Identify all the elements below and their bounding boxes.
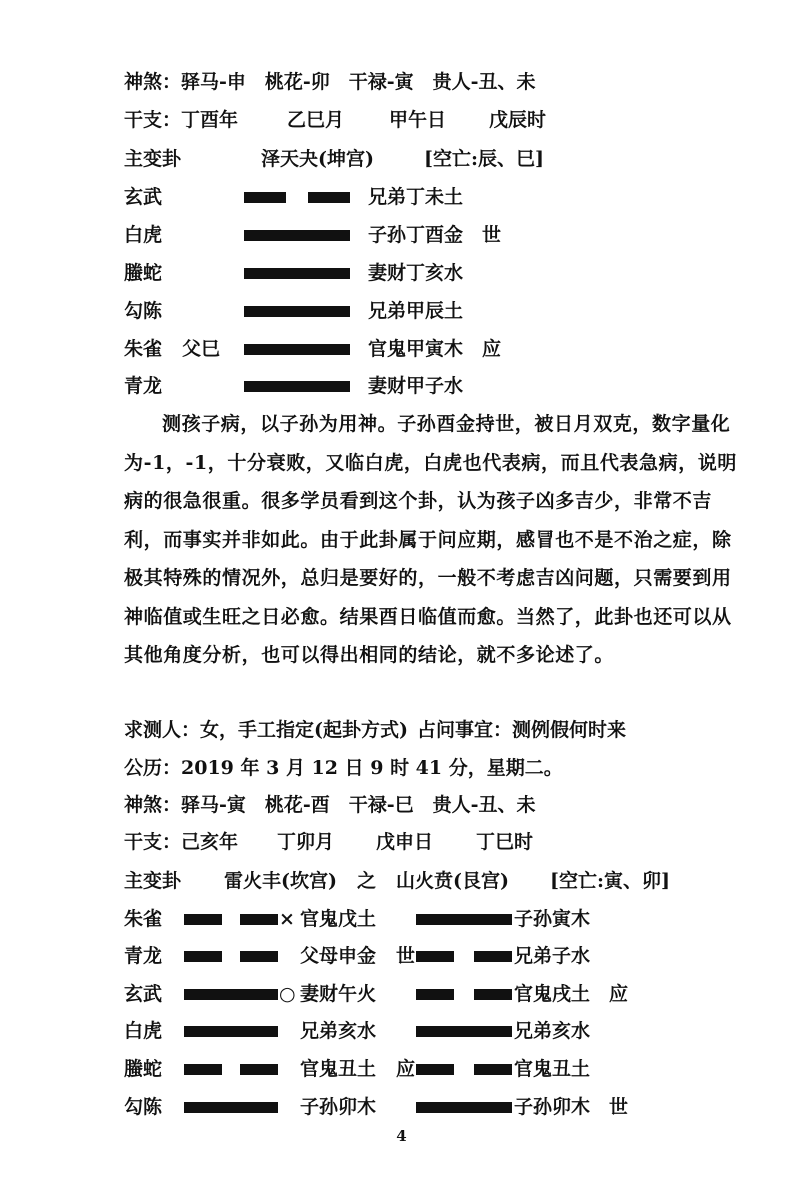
page-number: 4: [396, 1127, 407, 1145]
hexagram-line: [124, 182, 724, 212]
changed-yao-text: 官鬼戌土 应: [514, 983, 629, 1005]
case1-ganzhi-hour: 戊辰时: [489, 109, 547, 131]
main-yang-bar: [184, 1102, 278, 1113]
yao-text: 官鬼戊土: [300, 908, 377, 930]
hexagram-line: [124, 979, 724, 1009]
yao-text: 父母申金: [300, 945, 377, 967]
changed-yao-text: 子孙卯木 世: [514, 1096, 629, 1118]
changed-yao-text: 子孙寅木: [514, 908, 591, 930]
case2-gua-change: 山火贲(艮宫): [396, 870, 509, 892]
six-god-label: 勾陈: [124, 300, 163, 322]
main-yang-bar: [244, 306, 350, 317]
main-yin-bar: [240, 1064, 278, 1075]
six-god-label: 朱雀: [124, 338, 163, 360]
changed-yin-bar: [474, 989, 512, 1000]
changed-yao-text: 兄弟子水: [514, 945, 591, 967]
changed-yin-bar: [416, 989, 454, 1000]
six-god-label: 白虎: [124, 224, 163, 246]
case1-gua-label: 主变卦: [124, 148, 182, 170]
case2-gua-label: 主变卦: [124, 870, 182, 892]
main-yang-bar: [184, 1026, 278, 1037]
main-yin-bar: [240, 914, 278, 925]
case1-analysis: [124, 405, 738, 675]
hexagram-line: [124, 220, 724, 250]
changed-yin-bar: [416, 1064, 454, 1075]
case2-zhi: 之: [357, 870, 377, 892]
main-yang-bar: [184, 989, 278, 1000]
hexagram-line: [124, 1054, 724, 1084]
main-yin-bar: [244, 192, 286, 203]
yao-text: 子孙丁酉金 世: [368, 224, 502, 246]
main-yang-bar: [244, 381, 350, 392]
hexagram-line: [124, 371, 724, 401]
shi-ying-mark: 应: [396, 1058, 416, 1080]
hexagram-line: [124, 334, 724, 364]
six-god-label: 玄武: [124, 186, 163, 208]
main-yang-bar: [244, 344, 350, 355]
hexagram-line: [124, 258, 724, 288]
case2-ganzhi: [124, 827, 724, 857]
changed-yin-bar: [474, 951, 512, 962]
main-yin-bar: [184, 951, 222, 962]
changed-yao-text: 官鬼丑土: [514, 1058, 591, 1080]
case2-ganzhi-day: 戊申日: [376, 831, 434, 853]
case2-ganzhi-year: 干支：己亥年: [124, 831, 239, 853]
six-god-label: 螣蛇: [124, 1058, 163, 1080]
six-god-label: 白虎: [124, 1020, 163, 1042]
case1-ganzhi-day: 甲午日: [389, 109, 447, 131]
main-yin-bar: [184, 914, 222, 925]
changed-yang-bar: [416, 1026, 512, 1037]
main-yin-bar: [240, 951, 278, 962]
moving-line-mark: ○: [279, 983, 296, 1005]
hexagram-line: [124, 904, 724, 934]
yao-text: 官鬼甲寅木 应: [368, 338, 502, 360]
changed-yin-bar: [416, 951, 454, 962]
six-god-label: 青龙: [124, 375, 163, 397]
case2-matter: 占问事宜：测例假何时来: [417, 719, 627, 741]
case2-gua-main: 雷火丰(坎宫): [224, 870, 337, 892]
case2-asker-row: [124, 715, 724, 745]
main-yang-bar: [244, 230, 350, 241]
six-god-label: 勾陈: [124, 1096, 163, 1118]
case1-kongwang: [空亡:辰、巳]: [424, 148, 544, 170]
six-god-label: 玄武: [124, 983, 163, 1005]
yao-text: 官鬼丑土: [300, 1058, 377, 1080]
yao-text: 妻财丁亥水: [368, 262, 464, 284]
yao-text: 子孙卯木: [300, 1096, 377, 1118]
case2-shensha: 神煞：驿马-寅 桃花-酉 干禄-巳 贵人-丑、未: [124, 794, 536, 816]
case1-gua-name: 泽天夬(坤宫): [261, 148, 374, 170]
main-yin-bar: [308, 192, 350, 203]
six-god-label: 朱雀: [124, 908, 163, 930]
yao-text: 妻财甲子水: [368, 375, 464, 397]
hidden-spirit-label: 父巳: [182, 338, 221, 360]
yao-text: 兄弟甲辰土: [368, 300, 464, 322]
analysis-paragraph: 测孩子病，以子孙为用神。子孙酉金持世，被日月双克，数字量化为-1，-1，十分衰败，又临白虎，白虎也代表病，而且代表急病，说明病的很急很重。很多学员看到这个卦，认为孩子凶多吉少，非常不吉利，而事实并非如此。由于此卦属于问应期，感冒也不是不治之症，除极其特殊的情况外，总归是要好的，一般不考虑吉凶问题，只需要到用神临值或生旺之日必愈。结果酉日临值而愈。当然了，此卦也还可以从其他角度分析，也可以得出相同的结论，就不多论述了。: [124, 413, 738, 666]
case2-ganzhi-month: 丁卯月: [277, 831, 335, 853]
case1-ganzhi-month: 乙巳月: [287, 109, 345, 131]
changed-yin-bar: [474, 1064, 512, 1075]
main-yang-bar: [244, 268, 350, 279]
hexagram-line: [124, 941, 724, 971]
six-god-label: 青龙: [124, 945, 163, 967]
yao-text: 兄弟亥水: [300, 1020, 377, 1042]
changed-yao-text: 兄弟亥水: [514, 1020, 591, 1042]
case1-gua-row: [124, 144, 724, 174]
changed-yang-bar: [416, 1102, 512, 1113]
changed-yang-bar: [416, 914, 512, 925]
main-yin-bar: [184, 1064, 222, 1075]
hexagram-line: [124, 1016, 724, 1046]
six-god-label: 螣蛇: [124, 262, 163, 284]
shi-ying-mark: 世: [396, 945, 416, 967]
case2-date: 公历：2019 年 3 月 12 日 9 时 41 分，星期二。: [124, 757, 563, 779]
case2-gua-row: [124, 866, 744, 896]
moving-line-mark: ×: [279, 908, 295, 930]
hexagram-line: [124, 296, 724, 326]
case1-shensha: 神煞：驿马-申 桃花-卯 干禄-寅 贵人-丑、未: [124, 71, 536, 93]
case1-ganzhi: [124, 105, 724, 135]
case1-ganzhi-year: 干支：丁酉年: [124, 109, 239, 131]
case2-asker: 求测人：女，手工指定(起卦方式): [124, 719, 408, 741]
yao-text: 兄弟丁未土: [368, 186, 464, 208]
case2-ganzhi-hour: 丁巳时: [476, 831, 534, 853]
case2-kongwang: [空亡:寅、卯]: [550, 870, 670, 892]
yao-text: 妻财午火: [300, 983, 377, 1005]
hexagram-line: [124, 1092, 724, 1122]
